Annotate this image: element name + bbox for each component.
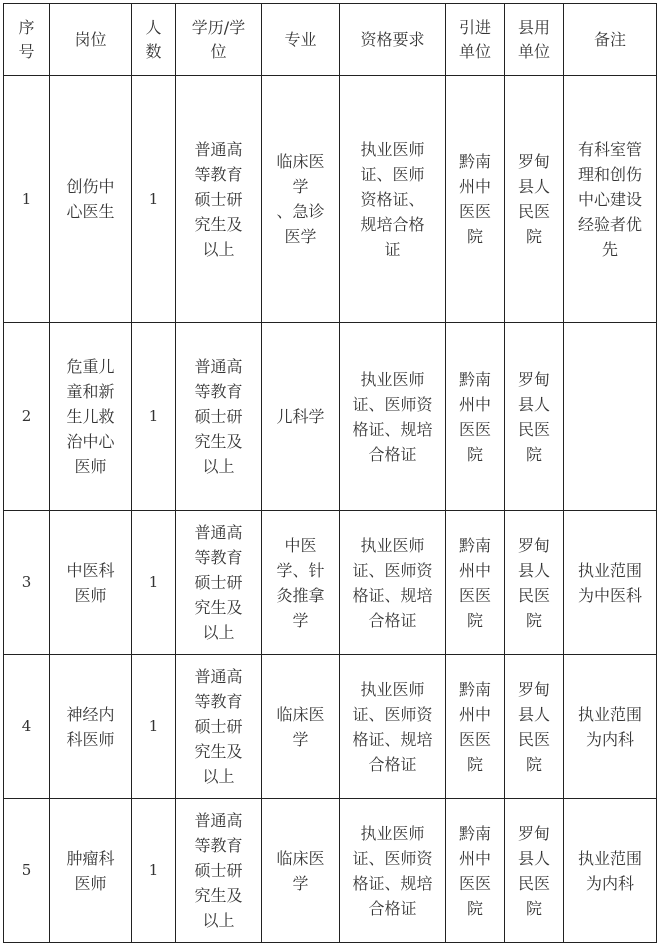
header-qualification: 资格要求 — [340, 4, 446, 76]
row-count: 1 — [132, 799, 176, 943]
recruitment-table — [3, 3, 657, 943]
row-position: 中医科 医师 — [50, 511, 132, 655]
header-intro-unit: 引进 单位 — [446, 4, 505, 76]
header-count: 人 数 — [132, 4, 176, 76]
row-qualification: 执业医师 证、医师 资格证、 规培合格 证 — [340, 76, 446, 323]
row-no: 4 — [4, 655, 50, 799]
row-qualification: 执业医师 证、医师资 格证、规培 合格证 — [340, 655, 446, 799]
row-intro-unit: 黔南 州中 医医 院 — [446, 655, 505, 799]
header-county-unit: 县用 单位 — [505, 4, 564, 76]
header-remarks: 备注 — [564, 4, 657, 76]
row-qualification: 执业医师 证、医师资 格证、规培 合格证 — [340, 323, 446, 511]
header-row — [4, 4, 657, 76]
row-position: 神经内 科医师 — [50, 655, 132, 799]
header-position: 岗位 — [50, 4, 132, 76]
row-intro-unit: 黔南 州中 医医 院 — [446, 799, 505, 943]
row-county-unit: 罗甸 县人 民医 院 — [505, 76, 564, 323]
table-row — [4, 655, 657, 799]
row-no: 3 — [4, 511, 50, 655]
row-county-unit: 罗甸 县人 民医 院 — [505, 655, 564, 799]
row-education: 普通高 等教育 硕士研 究生及 以上 — [176, 323, 262, 511]
row-remarks: 执业范围 为内科 — [564, 655, 657, 799]
header-no: 序 号 — [4, 4, 50, 76]
row-remarks: 执业范围 为内科 — [564, 799, 657, 943]
header-education: 学历/学 位 — [176, 4, 262, 76]
row-major: 临床医 学 — [262, 655, 340, 799]
row-position: 创伤中 心医生 — [50, 76, 132, 323]
row-major: 临床医 学 、急诊 医学 — [262, 76, 340, 323]
row-major: 儿科学 — [262, 323, 340, 511]
row-position: 肿瘤科 医师 — [50, 799, 132, 943]
row-qualification: 执业医师 证、医师资 格证、规培 合格证 — [340, 799, 446, 943]
row-count: 1 — [132, 655, 176, 799]
row-no: 2 — [4, 323, 50, 511]
row-no: 1 — [4, 76, 50, 323]
row-education: 普通高 等教育 硕士研 究生及 以上 — [176, 799, 262, 943]
row-qualification: 执业医师 证、医师资 格证、规培 合格证 — [340, 511, 446, 655]
row-no: 5 — [4, 799, 50, 943]
row-major: 中医 学、针 灸推拿 学 — [262, 511, 340, 655]
row-remarks: 执业范围 为中医科 — [564, 511, 657, 655]
row-education: 普通高 等教育 硕士研 究生及 以上 — [176, 655, 262, 799]
table-row — [4, 799, 657, 943]
row-county-unit: 罗甸 县人 民医 院 — [505, 799, 564, 943]
row-remarks — [564, 323, 657, 511]
row-intro-unit: 黔南 州中 医医 院 — [446, 76, 505, 323]
table-row — [4, 323, 657, 511]
row-education: 普通高 等教育 硕士研 究生及 以上 — [176, 76, 262, 323]
header-major: 专业 — [262, 4, 340, 76]
row-county-unit: 罗甸 县人 民医 院 — [505, 511, 564, 655]
table-row — [4, 76, 657, 323]
row-intro-unit: 黔南 州中 医医 院 — [446, 511, 505, 655]
row-count: 1 — [132, 511, 176, 655]
row-county-unit: 罗甸 县人 民医 院 — [505, 323, 564, 511]
row-count: 1 — [132, 323, 176, 511]
row-count: 1 — [132, 76, 176, 323]
row-major: 临床医 学 — [262, 799, 340, 943]
row-intro-unit: 黔南 州中 医医 院 — [446, 323, 505, 511]
row-position: 危重儿 童和新 生儿救 治中心 医师 — [50, 323, 132, 511]
row-remarks: 有科室管 理和创伤 中心建设 经验者优 先 — [564, 76, 657, 323]
row-education: 普通高 等教育 硕士研 究生及 以上 — [176, 511, 262, 655]
table-row — [4, 511, 657, 655]
